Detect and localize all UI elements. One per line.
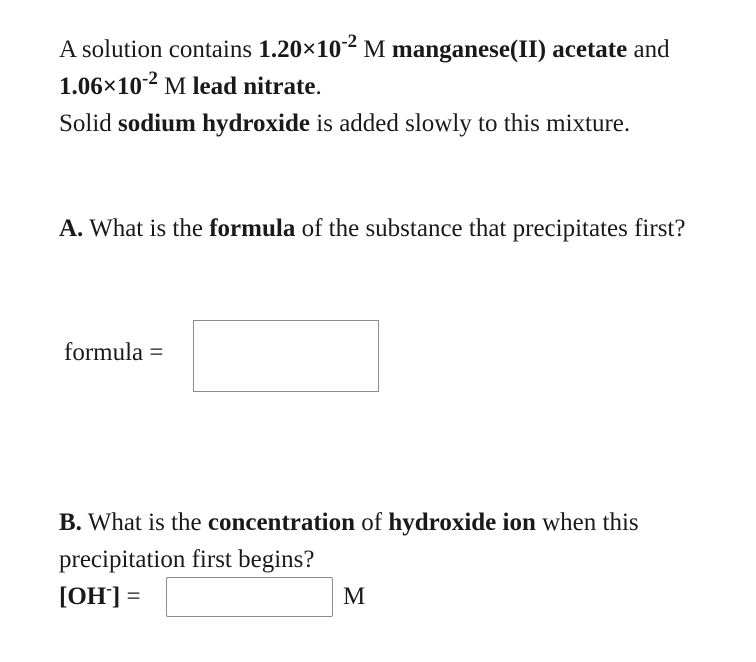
question-b-keyword-1: concentration — [207, 509, 356, 536]
hydroxide-label-equals: = — [120, 583, 141, 610]
unit-text: M — [357, 36, 392, 63]
salt-2: lead nitrate — [192, 73, 316, 100]
question-b-keyword-2: hydroxide ion — [388, 509, 536, 536]
formula-input[interactable] — [193, 320, 379, 392]
concentration-1-base: 1.20×10 — [258, 36, 342, 63]
concentration-2-exponent: -2 — [142, 68, 158, 89]
question-b — [59, 504, 719, 578]
period-text: . — [315, 73, 322, 100]
question-b-text: of — [355, 509, 389, 536]
hydroxide-unit: M — [343, 583, 366, 610]
question-a-text: of the substance that precipitates first? — [295, 215, 686, 242]
question-a — [59, 210, 699, 247]
concentration-1 — [258, 31, 358, 63]
concentration-1-exponent: -2 — [341, 31, 358, 52]
intro-text: A solution contains — [59, 36, 259, 63]
formula-label: formula = — [64, 339, 164, 366]
concentration-2 — [59, 68, 158, 100]
hydroxide-label-base: [OH — [59, 583, 107, 610]
reagent: sodium hydroxide — [118, 110, 311, 137]
question-b-text: when this precipitation first begins? — [59, 509, 639, 573]
reagent-text: is added slowly to this mixture. — [310, 110, 631, 137]
hydroxide-label — [59, 579, 141, 611]
question-b-letter: B. — [59, 509, 82, 536]
unit-text: M — [157, 73, 193, 100]
question-a-keyword: formula — [209, 215, 296, 242]
salt-1: manganese(II) acetate — [391, 36, 628, 63]
problem-statement — [59, 31, 699, 142]
question-b-text: What is the — [81, 509, 208, 536]
question-a-letter: A. — [59, 215, 84, 242]
hydroxide-label-bracket: ] — [111, 583, 121, 610]
question-a-text: What is the — [83, 215, 210, 242]
concentration-2-base: 1.06×10 — [59, 73, 142, 100]
hydroxide-concentration-input[interactable] — [166, 577, 333, 617]
reagent-text: Solid — [59, 110, 119, 137]
connector-text: and — [627, 36, 670, 63]
hydroxide-label-charge: - — [106, 579, 112, 598]
